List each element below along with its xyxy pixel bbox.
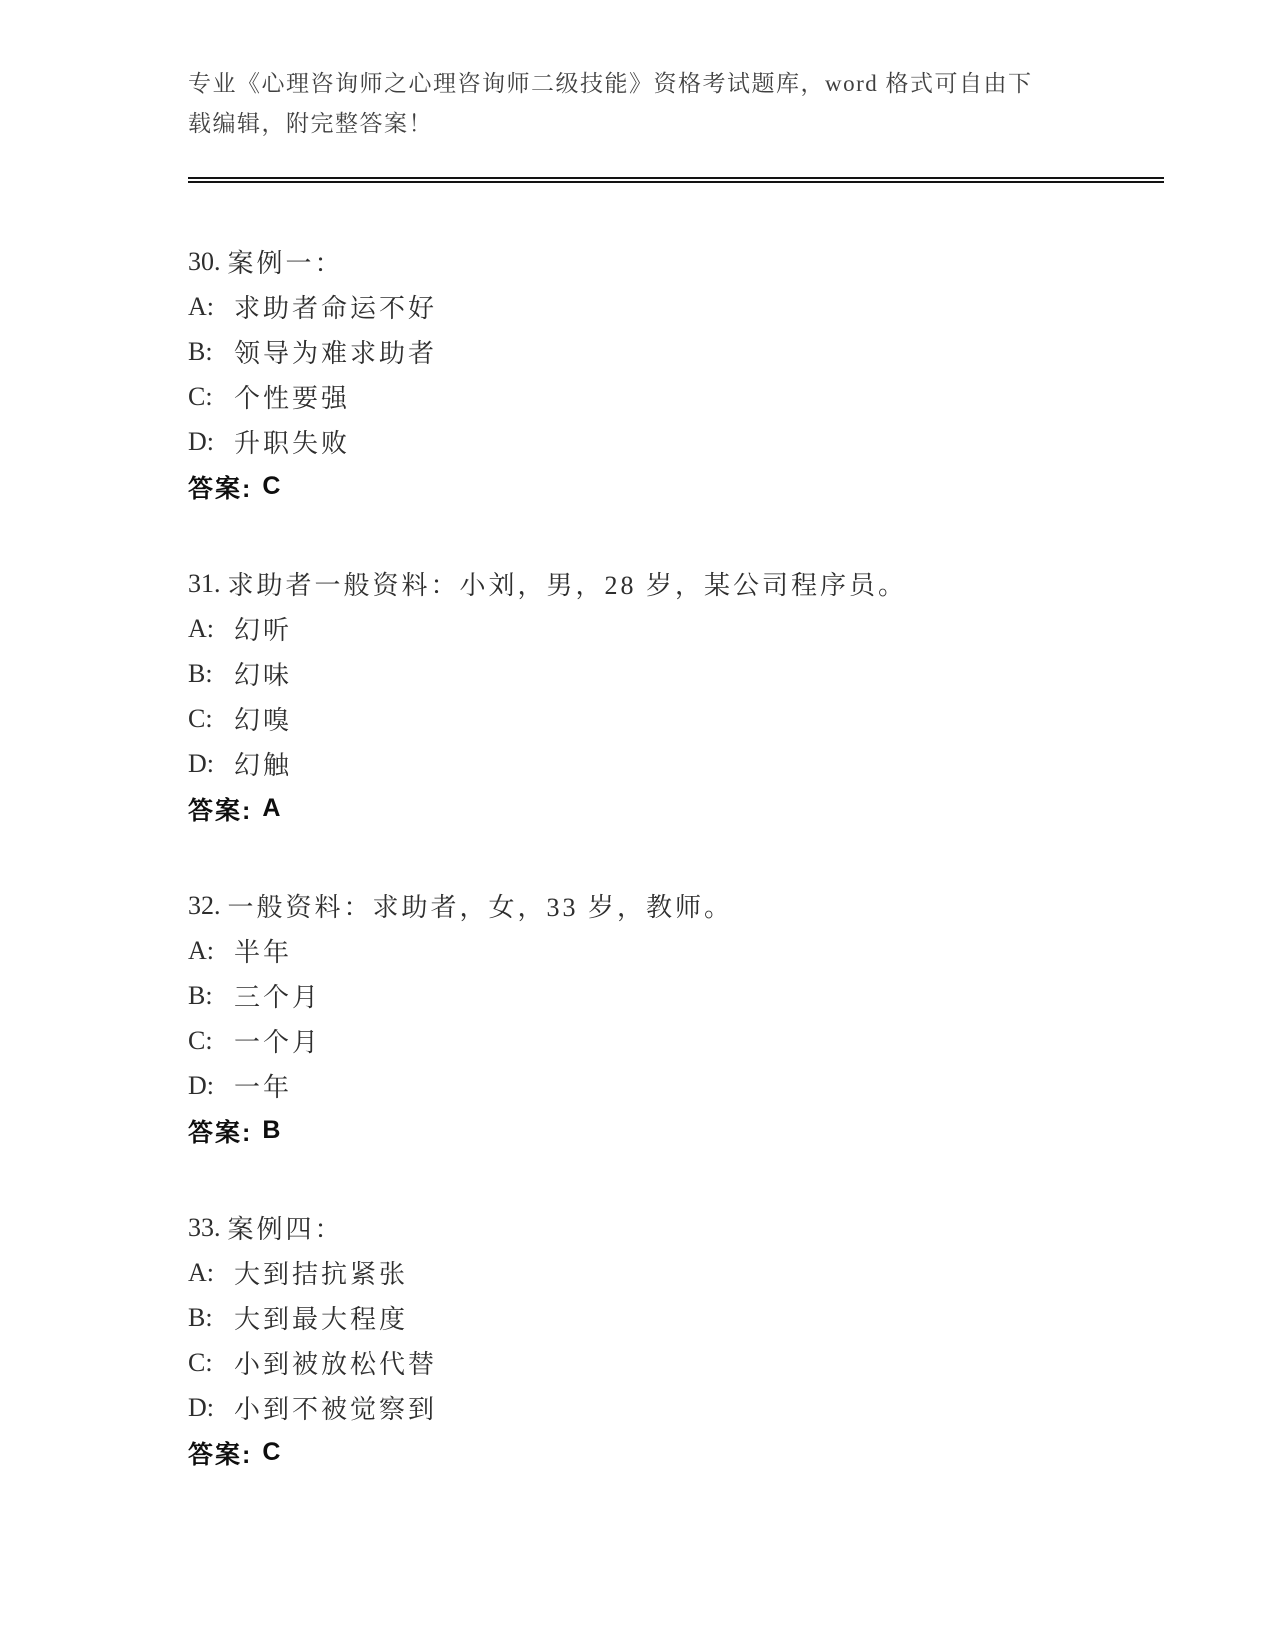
- answer-label: 答案:: [188, 1118, 253, 1147]
- option-a: [188, 606, 1275, 651]
- option-c: [188, 696, 1275, 741]
- answer-label: 答案:: [188, 474, 253, 503]
- question-number: 33.: [188, 1212, 221, 1242]
- question-stem: [188, 883, 1275, 928]
- answer-label: 答案:: [188, 1440, 253, 1469]
- option-label: D:: [188, 1392, 214, 1422]
- answer-label: 答案:: [188, 796, 253, 825]
- answer-value: A: [262, 794, 281, 822]
- option-c: [188, 1018, 1275, 1063]
- question-stem: [188, 239, 1275, 284]
- option-label: C:: [188, 703, 213, 733]
- question-text: 一般资料：求助者，女，33 岁，教师。: [227, 893, 734, 922]
- question-block-30: [188, 239, 1275, 509]
- question-text: 求助者一般资料：小刘，男，28 岁，某公司程序员。: [227, 571, 908, 600]
- option-text: 求助者命运不好: [234, 294, 438, 323]
- questions-list: [188, 239, 1275, 1475]
- option-text: 小到不被觉察到: [234, 1395, 438, 1424]
- option-label: A:: [188, 935, 214, 965]
- option-a: [188, 284, 1275, 329]
- option-text: 大到拮抗紧张: [234, 1260, 409, 1289]
- option-label: C:: [188, 1025, 213, 1055]
- option-text: 三个月: [234, 983, 322, 1012]
- question-stem: [188, 1205, 1275, 1250]
- option-text: 个性要强: [234, 384, 351, 413]
- option-label: D:: [188, 426, 214, 456]
- question-number: 31.: [188, 568, 221, 598]
- header-divider: [188, 177, 1164, 183]
- question-text: 案例一：: [227, 249, 344, 278]
- option-d: [188, 741, 1275, 786]
- option-label: D:: [188, 748, 214, 778]
- answer-line: [188, 1430, 1275, 1475]
- question-block-31: [188, 561, 1275, 831]
- question-number: 30.: [188, 246, 221, 276]
- answer-line: [188, 464, 1275, 509]
- question-number: 32.: [188, 890, 221, 920]
- option-text: 升职失败: [234, 429, 351, 458]
- option-label: B:: [188, 336, 213, 366]
- option-text: 幻听: [234, 616, 293, 645]
- question-block-32: [188, 883, 1275, 1153]
- option-label: B:: [188, 658, 213, 688]
- question-stem: [188, 561, 1275, 606]
- option-c: [188, 1340, 1275, 1385]
- option-label: D:: [188, 1070, 214, 1100]
- option-text: 幻味: [234, 661, 293, 690]
- option-text: 一年: [234, 1073, 293, 1102]
- question-block-33: [188, 1205, 1275, 1475]
- option-text: 小到被放松代替: [234, 1350, 438, 1379]
- answer-value: C: [262, 1438, 281, 1466]
- option-d: [188, 1063, 1275, 1108]
- option-label: C:: [188, 1347, 213, 1377]
- option-c: [188, 374, 1275, 419]
- answer-value: B: [262, 1116, 281, 1144]
- option-label: C:: [188, 381, 213, 411]
- option-b: [188, 1295, 1275, 1340]
- answer-line: [188, 786, 1275, 831]
- option-label: A:: [188, 291, 214, 321]
- header-notice: 专业《心理咨询师之心理咨询师二级技能》资格考试题库，word 格式可自由下载编辑，附完整答案！: [188, 71, 1033, 136]
- option-text: 一个月: [234, 1028, 322, 1057]
- option-d: [188, 1385, 1275, 1430]
- option-text: 半年: [234, 938, 293, 967]
- option-text: 领导为难求助者: [234, 339, 438, 368]
- question-text: 案例四：: [227, 1215, 344, 1244]
- option-b: [188, 973, 1275, 1018]
- option-label: B:: [188, 1302, 213, 1332]
- answer-value: C: [262, 472, 281, 500]
- option-b: [188, 329, 1275, 374]
- option-label: B:: [188, 980, 213, 1010]
- option-text: 幻触: [234, 751, 293, 780]
- option-label: A:: [188, 613, 214, 643]
- option-text: 大到最大程度: [234, 1305, 409, 1334]
- option-d: [188, 419, 1275, 464]
- option-b: [188, 651, 1275, 696]
- option-label: A:: [188, 1257, 214, 1287]
- answer-line: [188, 1108, 1275, 1153]
- option-text: 幻嗅: [234, 706, 293, 735]
- option-a: [188, 928, 1275, 973]
- option-a: [188, 1250, 1275, 1295]
